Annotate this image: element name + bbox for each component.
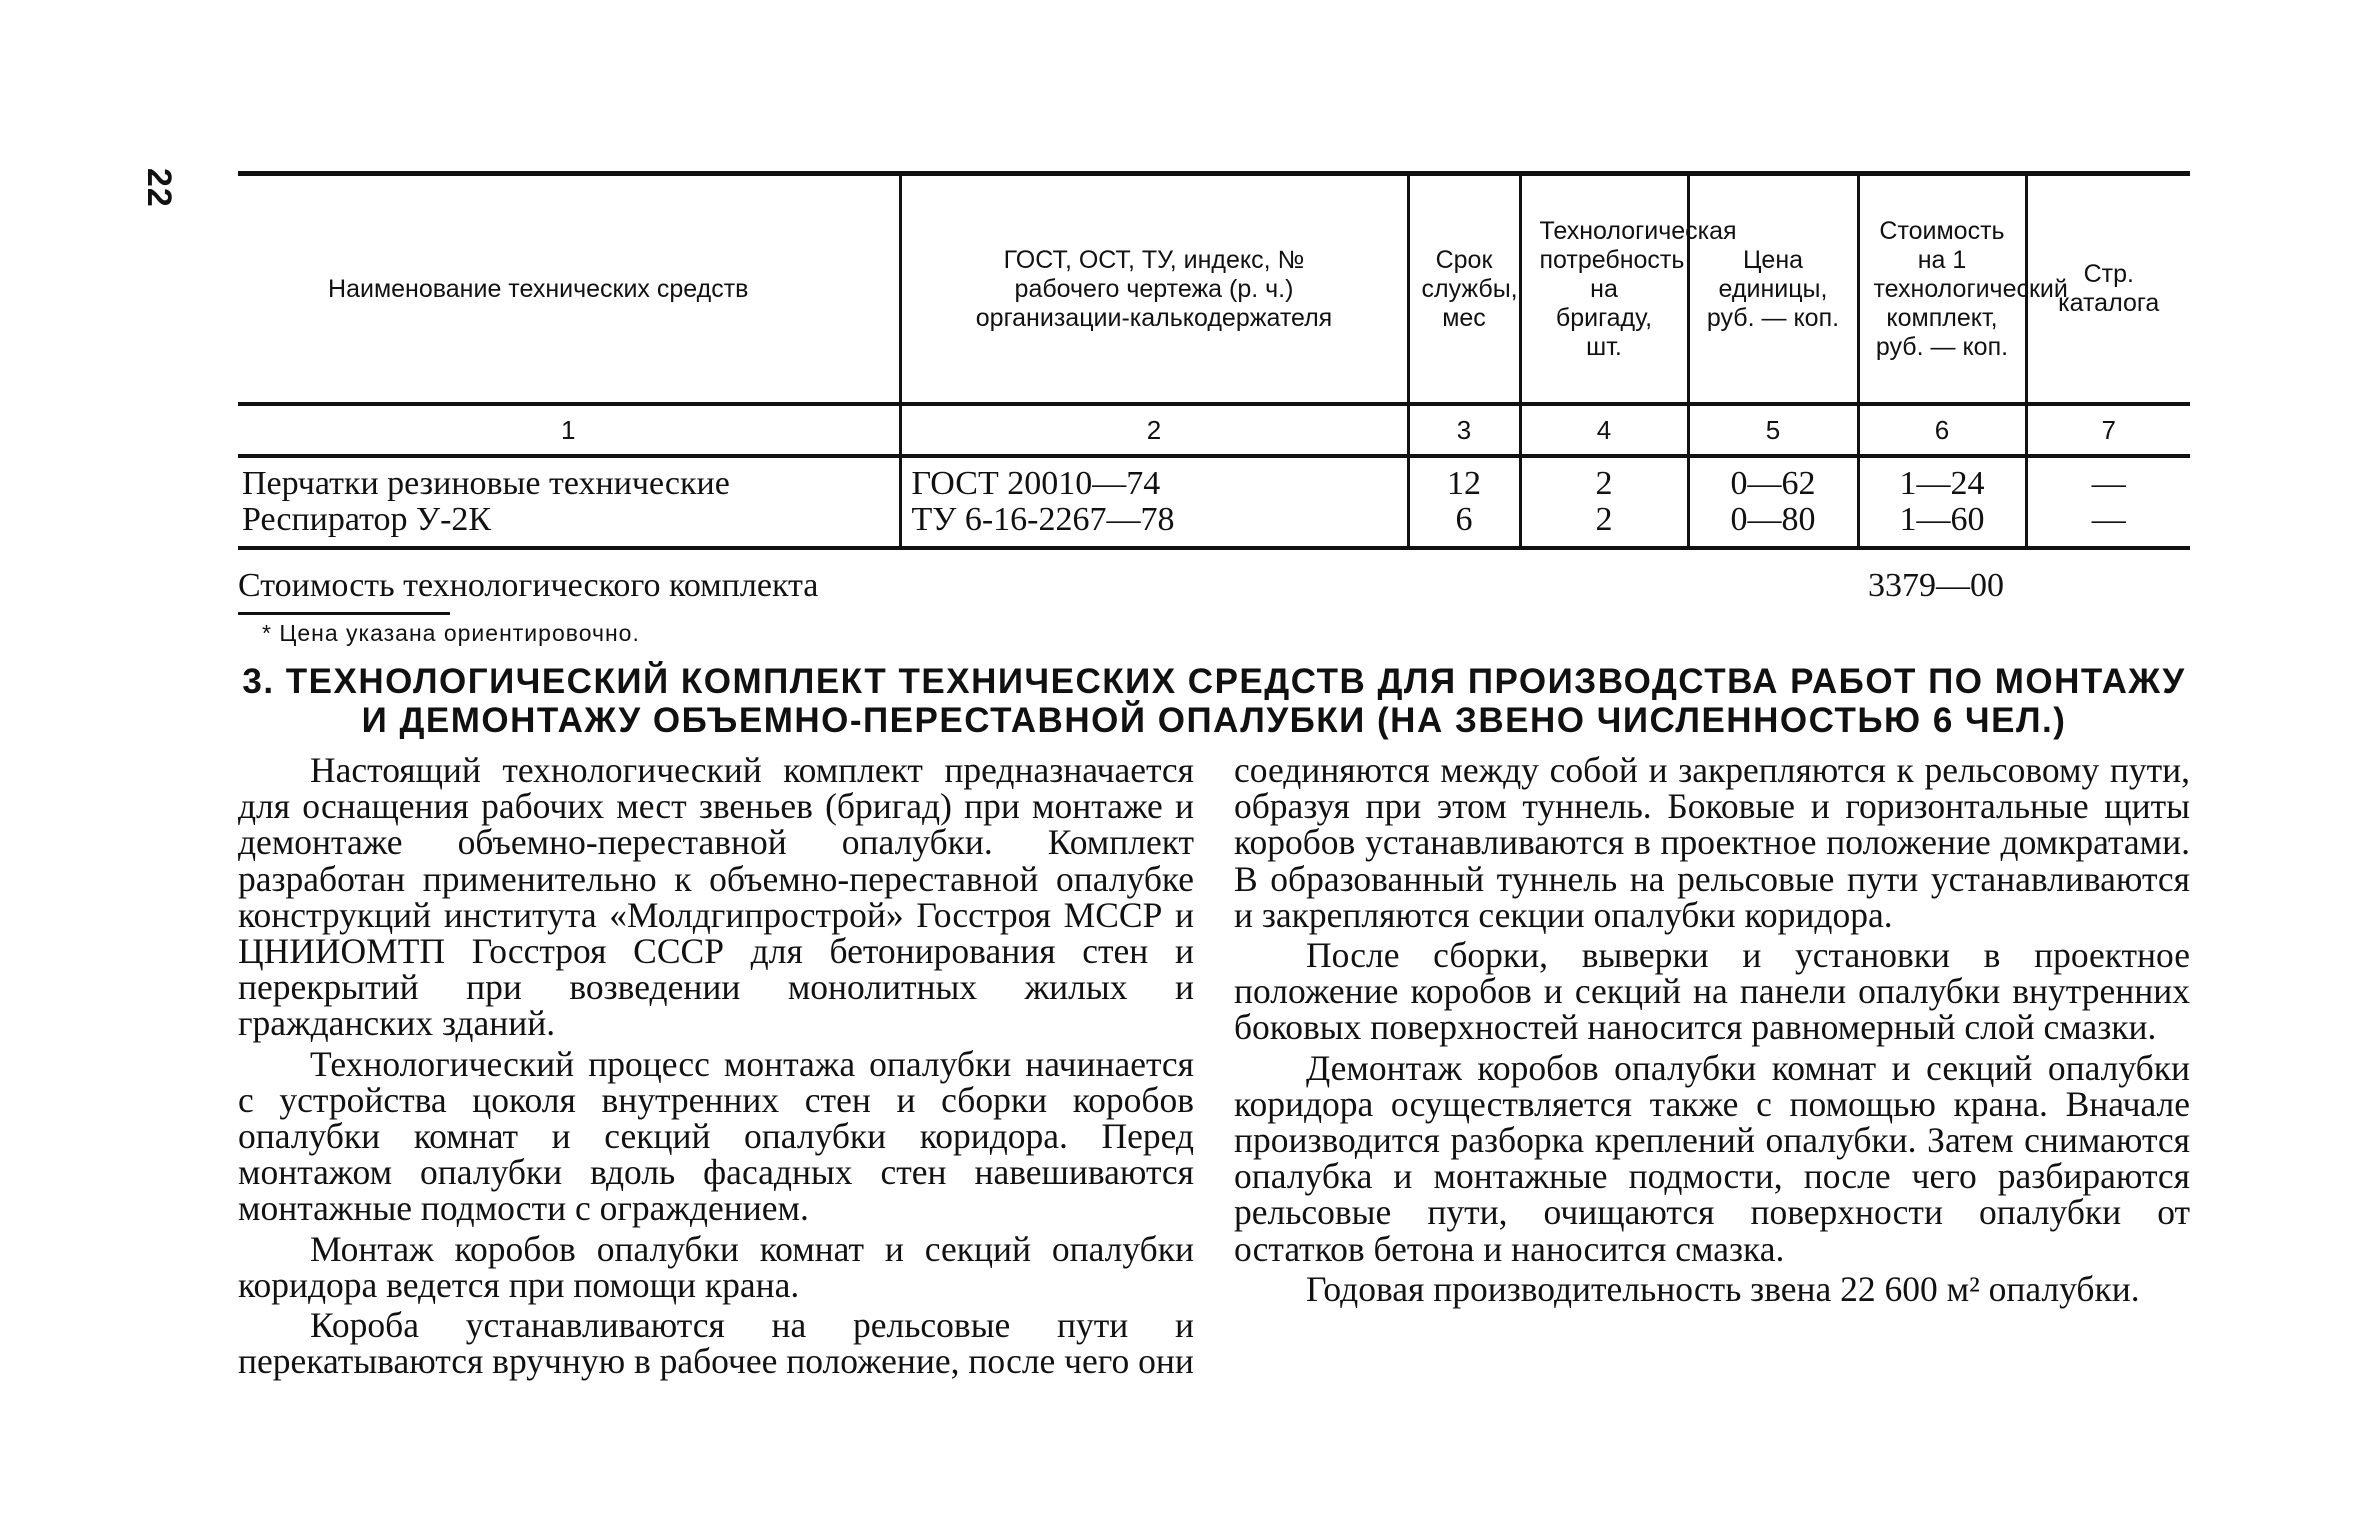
header-cost: Стоимость на 1 технологический комплект, руб. — коп.	[1858, 174, 2026, 405]
header-name: Наименование технических средств	[238, 174, 900, 405]
footnote: * Цена указана ориентировочно.	[262, 620, 640, 646]
table-row	[238, 502, 2190, 548]
paragraph: Настоящий технологический комплект предназначается для оснащения рабочих мест звеньев (бригад) при монтаже и демонтаже объемно-переставной опалубки. Комплект разработан применительно к объемно-переставной опалубке конструкций института «Молдгипрострой» Госстроя МССР и ЦНИИОМТП Госстроя СССР для бетонирования стен и перекрытий при возведении монолитных жилых и гражданских зданий.	[238, 750, 1194, 1044]
item-catalog: —	[2026, 456, 2190, 502]
column-number: 4	[1520, 404, 1688, 456]
column-number: 5	[1688, 404, 1858, 456]
header-price: Цена единицы, руб. — коп.	[1688, 174, 1858, 405]
header-gost: ГОСТ, ОСТ, ТУ, индекс, № рабочего чертежа (р. ч.) организации-калькодержателя	[900, 174, 1408, 405]
total-value: 3379—00	[1868, 567, 2004, 604]
column-number: 6	[1858, 404, 2026, 456]
header-service-life: Срок службы, мес	[1408, 174, 1520, 405]
paragraph: Технологический процесс монтажа опалубки начинается с устройства цоколя внутренних стен и сборки коробов опалубки комнат и секций опалубки коридора. Перед монтажом опалубки вдоль фасадных стен навешиваются монтажные подмости с ограждением.	[238, 1043, 1194, 1229]
page-number: 22	[140, 168, 178, 208]
total-label: Стоимость технологического комплекта	[238, 567, 819, 604]
column-number: 7	[2026, 404, 2190, 456]
paragraph: соединяются между собой и закрепляются к рельсовому пути, образуя при этом туннель. Боковые и горизонтальные щиты коробов устанавливаются в проектное положение домкратами. В образованный туннель на рельсовые пути устанавливаются и закрепляются секции опалубки коридора.	[1234, 750, 2190, 935]
item-gost: ТУ 6-16-2267—78	[900, 502, 1408, 548]
item-cost: 1—24	[1858, 456, 2026, 502]
text-column-left	[238, 750, 1194, 1382]
column-number: 2	[900, 404, 1408, 456]
text-column-right	[1234, 752, 2190, 1307]
equipment-table	[238, 171, 2190, 550]
column-number-row	[238, 404, 2190, 456]
table-row	[238, 456, 2190, 502]
header-catalog: Стр. каталога	[2026, 174, 2190, 405]
paragraph: Монтаж коробов опалубки комнат и секций опалубки коридора ведется при помощи крана.	[238, 1228, 1194, 1305]
item-catalog: —	[2026, 502, 2190, 548]
paragraph: После сборки, выверки и установки в проектное положение коробов и секций на панели опалубки внутренних боковых поверхностей наносится равномерный слой смазки.	[1234, 935, 2190, 1048]
item-need: 2	[1520, 456, 1688, 502]
table-header-row	[238, 174, 2190, 405]
section-heading: 3. ТЕХНОЛОГИЧЕСКИЙ КОМПЛЕКТ ТЕХНИЧЕСКИХ СРЕДСТВ ДЛЯ ПРОИЗВОДСТВА РАБОТ ПО МОНТАЖУ И ДЕМОНТАЖУ ОБЪЕМНО-ПЕРЕСТАВНОЙ ОПАЛУБКИ (НА ЗВЕНО ЧИСЛЕННОСТЬЮ 6 ЧЕЛ.)	[242, 662, 2186, 740]
column-number: 1	[238, 404, 900, 456]
paragraph: Годовая производительность звена 22 600 м² опалубки.	[1306, 1268, 2140, 1309]
item-service-life: 6	[1408, 502, 1520, 548]
item-gost: ГОСТ 20010—74	[900, 456, 1408, 502]
item-price: 0—80	[1688, 502, 1858, 548]
item-service-life: 12	[1408, 456, 1520, 502]
item-need: 2	[1520, 502, 1688, 548]
paragraph: Демонтаж коробов опалубки комнат и секций опалубки коридора осуществляется также с помощью крана. Вначале производится разборка креплений опалубки. Затем снимаются опалубка и монтажные подмости, после чего разбираются рельсовые пути, очищаются поверхности опалубки от остатков бетона и наносится смазка.	[1234, 1047, 2190, 1269]
item-name: Респиратор У-2К	[238, 502, 900, 548]
footnote-divider	[238, 612, 450, 615]
paragraph: Короба устанавливаются на рельсовые пути и перекатываются вручную в рабочее положение, после чего они	[238, 1305, 1194, 1382]
header-need: Технологическая потребность на бригаду, шт.	[1520, 174, 1688, 405]
item-price: 0—62	[1688, 456, 1858, 502]
item-name: Перчатки резиновые технические	[242, 465, 730, 502]
item-cost: 1—60	[1858, 502, 2026, 548]
column-number: 3	[1408, 404, 1520, 456]
